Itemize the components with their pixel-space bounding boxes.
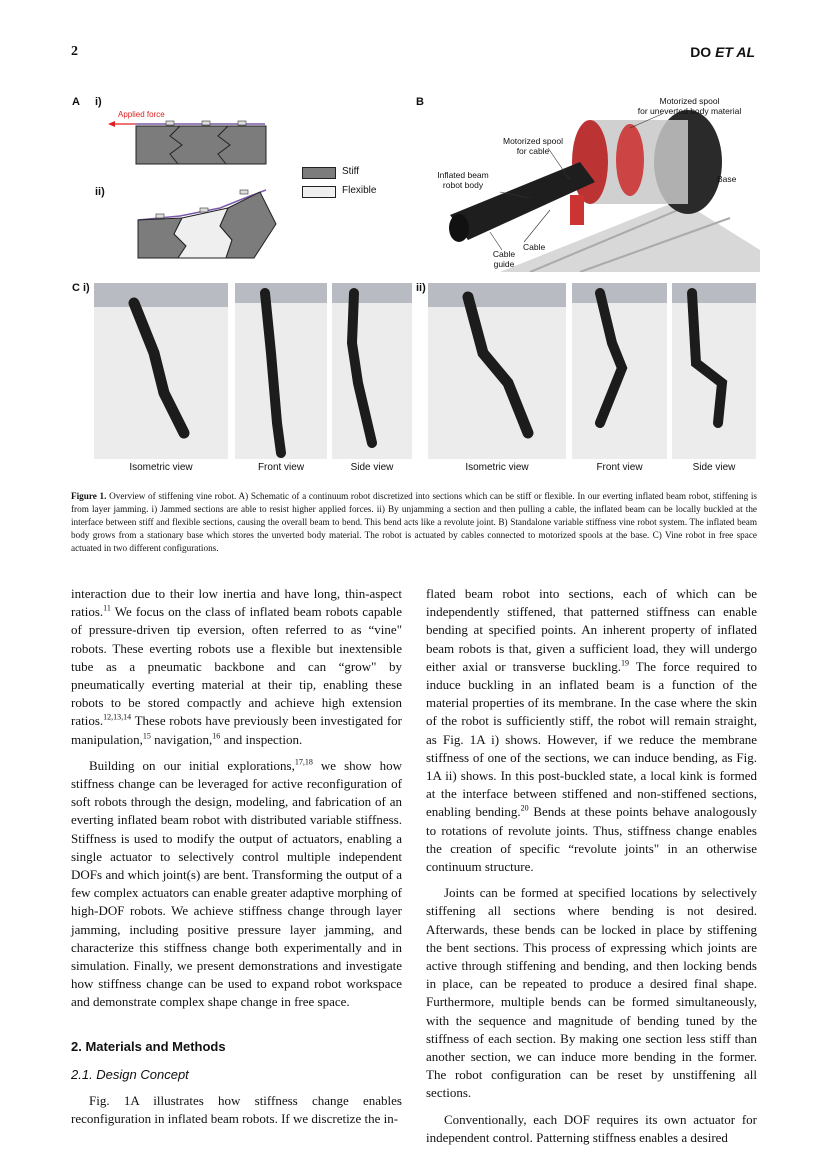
page-number: 2 xyxy=(71,44,78,59)
legend-stiff-swatch xyxy=(302,167,336,179)
spool-red-2 xyxy=(616,124,644,196)
caption-label: Figure 1. xyxy=(71,491,107,501)
left-paragraph-1: interaction due to their low inertia and have long, thin-aspect ratios.$^{11}$ We focus on the class of inflated beam robots capable of pressure-driven tip eversion, often referred to as “vine" robots. These everting robots use a flexible but inextensible tube as a pneumatic backbone and can “grow" by pneumatically everting material at their tip, enabling these robots to be stored compactly and achieve high extension ratios.$^{12,13,14}$ These robots have previously been investigated for manipulation,$^{15}$ navigation,$^{16}$ and inspection. xyxy=(71,586,402,747)
right-paragraph-2: Joints can be formed at specified locations by selectively stiffening all sections where bending is not desired. Afterwards, these bends can be locked in place by stiffening the bent sections. This process of expressing which joints are active through stiffening and bending, and then locking bends in place, can be repeated to produce a desired final shape. Furthermore, multiple bends can be formed simultaneously, with the sequence and magnitude of bending tuned by the stiffness of each section. By making one section less stiff than another section, we can induce more bending in the former. The robot configuration can be reset by unstiffening all sections. xyxy=(426,885,757,1101)
view-label-c-i-isometric: Isometric view xyxy=(129,462,193,473)
view-label-c-ii-side: Side view xyxy=(692,462,736,473)
cable-guide-i-1 xyxy=(166,121,174,125)
cable-guide-label: Cable guide xyxy=(492,249,516,269)
subsection-heading: 2.1. Design Concept xyxy=(71,1066,189,1082)
photo-c-ii-isometric xyxy=(428,283,566,459)
base-label: Base xyxy=(717,174,737,184)
caption-text: Overview of stiffening vine robot. A) Schematic of a continuum robot discretized into sections which can be stiff or flexible. In our everting inflated beam robot, stiffening is from layer jamming. i) Jammed sections are able to resist higher applied forces. ii) By unjamming a section and then pulling a cable, the inflated beam can be locally buckled at the interface between stiff and flexible sections, causing the overall beam to bend. This bend acts like a revolute joint. B) Standalone variable stiffness vine robot system. The inflated beam body grows from a stationary base which stores the unverted body material. The robot is actuated by cables connected to motorized spools at the base. C) Vine robot in free space actuated in two different configurations. xyxy=(71,491,757,553)
panel-b-label: B xyxy=(416,96,424,108)
cable-guide-ii-1 xyxy=(156,214,164,218)
photo-c-i-front xyxy=(235,283,327,459)
view-label-c-ii-front: Front view xyxy=(596,462,643,473)
right-paragraph-1: flated beam robot into sections, each of which can be independently stiffened, that patterned stiffness can enable bending at specified points. An inherent property of inflated beam robots is that, given a sufficient load, they will undergo either axial or transverse buckling.$^{19}$ The force required to induce buckling in an inflated beam is a function of the material properties of its membrane. In the case where the skin of the robot is sufficiently stiff, the robot will remain straight, as Fig. 1A i) shows. However, if we reduce the membrane stiffness of one of the sections, we can induce bending, as Fig. 1A ii) shows. In this post-buckled state, a local kink is formed at the interface between stiffened and non-stiffened sections, enabling bending.$^{20}$ Bends at these points behave analogously to rotations of revolute joints. Thus, stiffness change enables the creation of specific “revolute joints" in an otherwise continuum structure. xyxy=(426,586,757,875)
photo-c-i-side xyxy=(332,283,412,459)
running-head-etal: ET AL xyxy=(715,44,755,60)
left-column xyxy=(71,585,402,1136)
running-head-author: DO xyxy=(690,44,712,60)
panel-a-i-label: i) xyxy=(95,96,102,108)
spool-uneverted-label: Motorized spool for uneverted body material xyxy=(637,96,742,116)
inflated-beam-label: Inflated beam robot body xyxy=(437,170,489,190)
panel-a-schematic xyxy=(100,112,300,272)
cable-guide-i-3 xyxy=(238,121,246,125)
photo-c-ii-side xyxy=(672,283,756,459)
spool-red xyxy=(572,120,608,204)
figure-caption xyxy=(71,490,757,555)
legend-flexible-label: Flexible xyxy=(342,185,377,196)
applied-force-label: Applied force xyxy=(118,110,165,119)
section-heading: 2. Materials and Methods xyxy=(71,1038,226,1054)
left-paragraph-2: Building on our initial explorations,$^{17,18}$ we show how stiffness change can be leveraged for active reconfiguration of soft robots through the design, modeling, and fabrication of an everting inflated beam robot with distributed variable stiffness. Stiffness is used to modify the output of actuators, enabling a single actuator to selectively control multiple independent DOFs and which joint(s) are bent. Transforming the output of a few complex actuators can enable greater adaptive morphing of high-DOF robots. We achieve stiffness change through layer jamming, including positive pressure layer jamming, and characterize this stiffness change both experimentally and in simulation. Finally, we present demonstrations and investigate how stiffness change can be used to expand robot workspace and demonstrate complex shape change in free space. xyxy=(71,757,402,1010)
force-arrowhead xyxy=(108,121,115,127)
legend-stiff-label: Stiff xyxy=(342,166,360,177)
view-label-c-ii-isometric: Isometric view xyxy=(465,462,529,473)
panel-c-ii-label: ii) xyxy=(416,282,426,294)
view-label-c-i-side: Side view xyxy=(350,462,394,473)
view-label-c-i-front: Front view xyxy=(257,462,305,473)
panel-a-ii-label: ii) xyxy=(95,186,105,198)
right-paragraph-3: Conventionally, each DOF requires its own actuator for independent control. Patterning stiffness enables a desired xyxy=(426,1111,757,1145)
stiff-beam-i xyxy=(136,126,266,164)
cable-label: Cable xyxy=(523,242,546,252)
left-paragraph-3: Fig. 1A illustrates how stiffness change enables reconfiguration in inflated beam robots. If we discretize the in- xyxy=(71,1093,402,1127)
photo-c-i-isometric xyxy=(94,283,228,459)
panel-c-i-label: C i) xyxy=(72,282,90,294)
cable-guide-ii-3 xyxy=(240,190,248,194)
spool-cable-label: Motorized spool for cable xyxy=(502,136,563,156)
right-column xyxy=(426,585,757,1155)
running-head xyxy=(690,44,755,60)
photo-c-ii-front xyxy=(572,283,667,459)
motor-box xyxy=(570,195,584,225)
panel-a-label: A xyxy=(72,96,80,108)
legend-flexible-swatch xyxy=(302,186,336,198)
cable-guide-ii-2 xyxy=(200,208,208,212)
cable-guide-i-2 xyxy=(202,121,210,125)
